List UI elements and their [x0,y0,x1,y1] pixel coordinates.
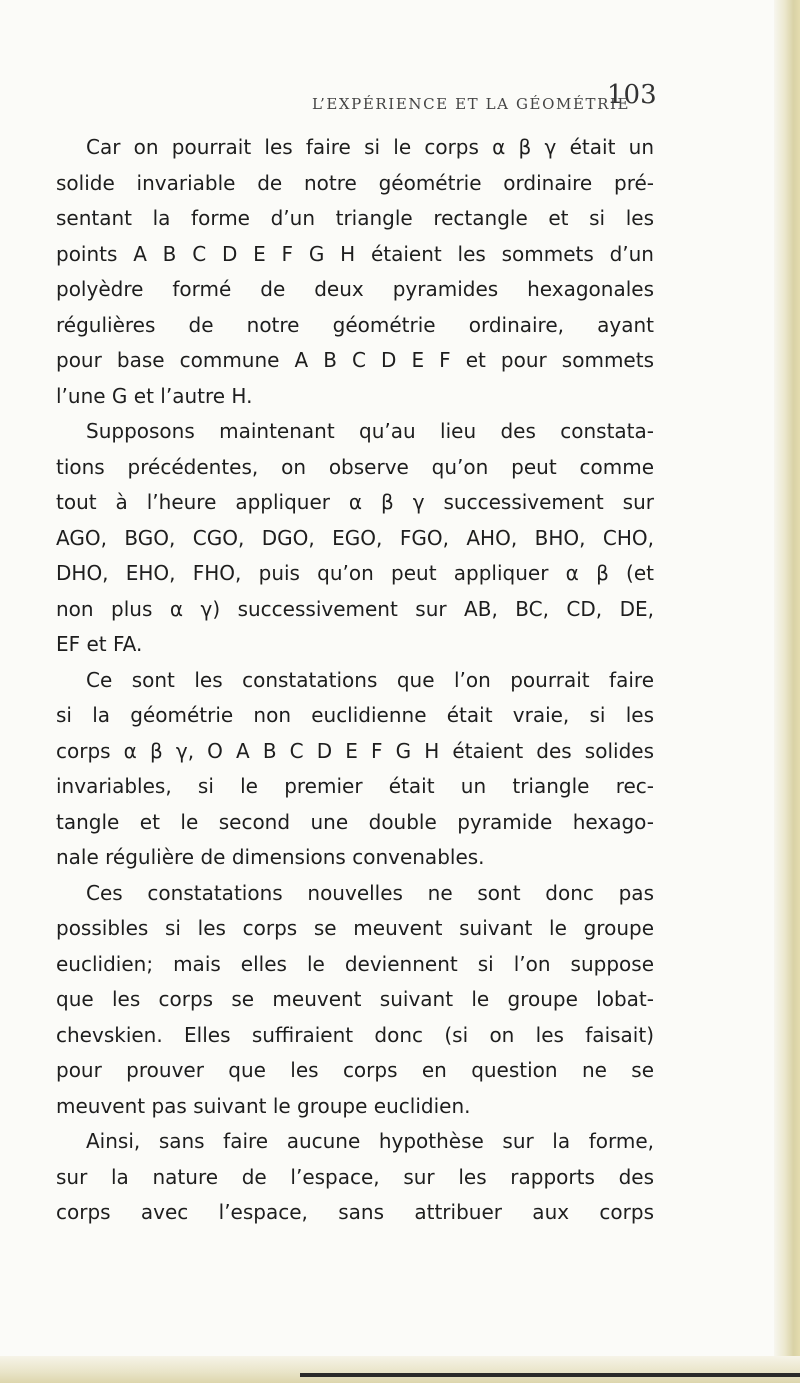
text-line: non plus α γ) successivement sur AB, BC, CD, DE, [56,596,654,621]
text-line: corps avec l’espace, sans attribuer aux corps [56,1200,654,1224]
text-line: régulières de notre géométrie ordinaire, ayant [56,312,654,337]
text-line: EF et FA. [56,632,143,656]
text-line: possibles si les corps se meuvent suivant le groupe [56,916,654,940]
text-line: meuvent pas suivant le groupe euclidien. [56,1093,471,1118]
text-line: nale régulière de dimensions convenables. [56,845,485,869]
text-line: sentant la forme d’un triangle rectangle et si les [56,206,654,230]
body-text [56,130,654,1231]
text-line: corps α β γ, O A B C D E F G H étaient des solides [56,738,654,763]
text-line: Car on pourrait les faire si le corps α β γ était un [86,135,654,159]
text-line: Ainsi, sans faire aucune hypothèse sur la forme, [86,1129,654,1153]
text-line: sur la nature de l’espace, sur les rapports des [56,1164,654,1189]
text-line: pour prouver que les corps en question ne se [56,1058,654,1082]
page-number: 103 [607,80,657,110]
text-line: DHO, EHO, FHO, puis qu’on peut appliquer α β (et [56,561,654,585]
bottom-border-line [300,1373,800,1377]
text-line: tangle et le second une double pyramide hexago- [56,809,654,834]
text-line: tout à l’heure appliquer α β γ successivement sur [56,490,654,514]
text-line: Supposons maintenant qu’au lieu des constata- [86,419,654,443]
text-line: Ces constatations nouvelles ne sont donc pas [86,880,654,905]
text-line: solide invariable de notre géométrie ordinaire pré- [56,170,654,195]
text-line: AGO, BGO, CGO, DGO, EGO, FGO, AHO, BHO, CHO, [56,525,654,550]
text-line: polyèdre formé de deux pyramides hexagonales [56,277,654,301]
text-line: euclidien; mais elles le deviennent si l’on suppose [56,951,654,976]
text-line: si la géométrie non euclidienne était vraie, si les [56,703,654,727]
text-line: que les corps se meuvent suivant le groupe lobat- [56,987,654,1011]
text-line: invariables, si le premier était un triangle rec- [56,774,654,798]
text-line: l’une G et l’autre H. [56,383,253,408]
text-line: Ce sont les constatations que l’on pourrait faire [86,667,654,692]
page-bottom-edge [0,1356,800,1383]
text-line: tions précédentes, on observe qu’on peut comme [56,454,654,479]
page-edge-shadow [774,0,800,1383]
text-line: points A B C D E F G H étaient les sommets d’un [56,241,654,266]
text-line: chevskien. Elles suffiraient donc (si on les faisait) [56,1022,654,1047]
running-head: L’EXPÉRIENCE ET LA GÉOMÉTRIE [312,95,631,113]
text-line: pour base commune A B C D E F et pour sommets [56,348,654,372]
